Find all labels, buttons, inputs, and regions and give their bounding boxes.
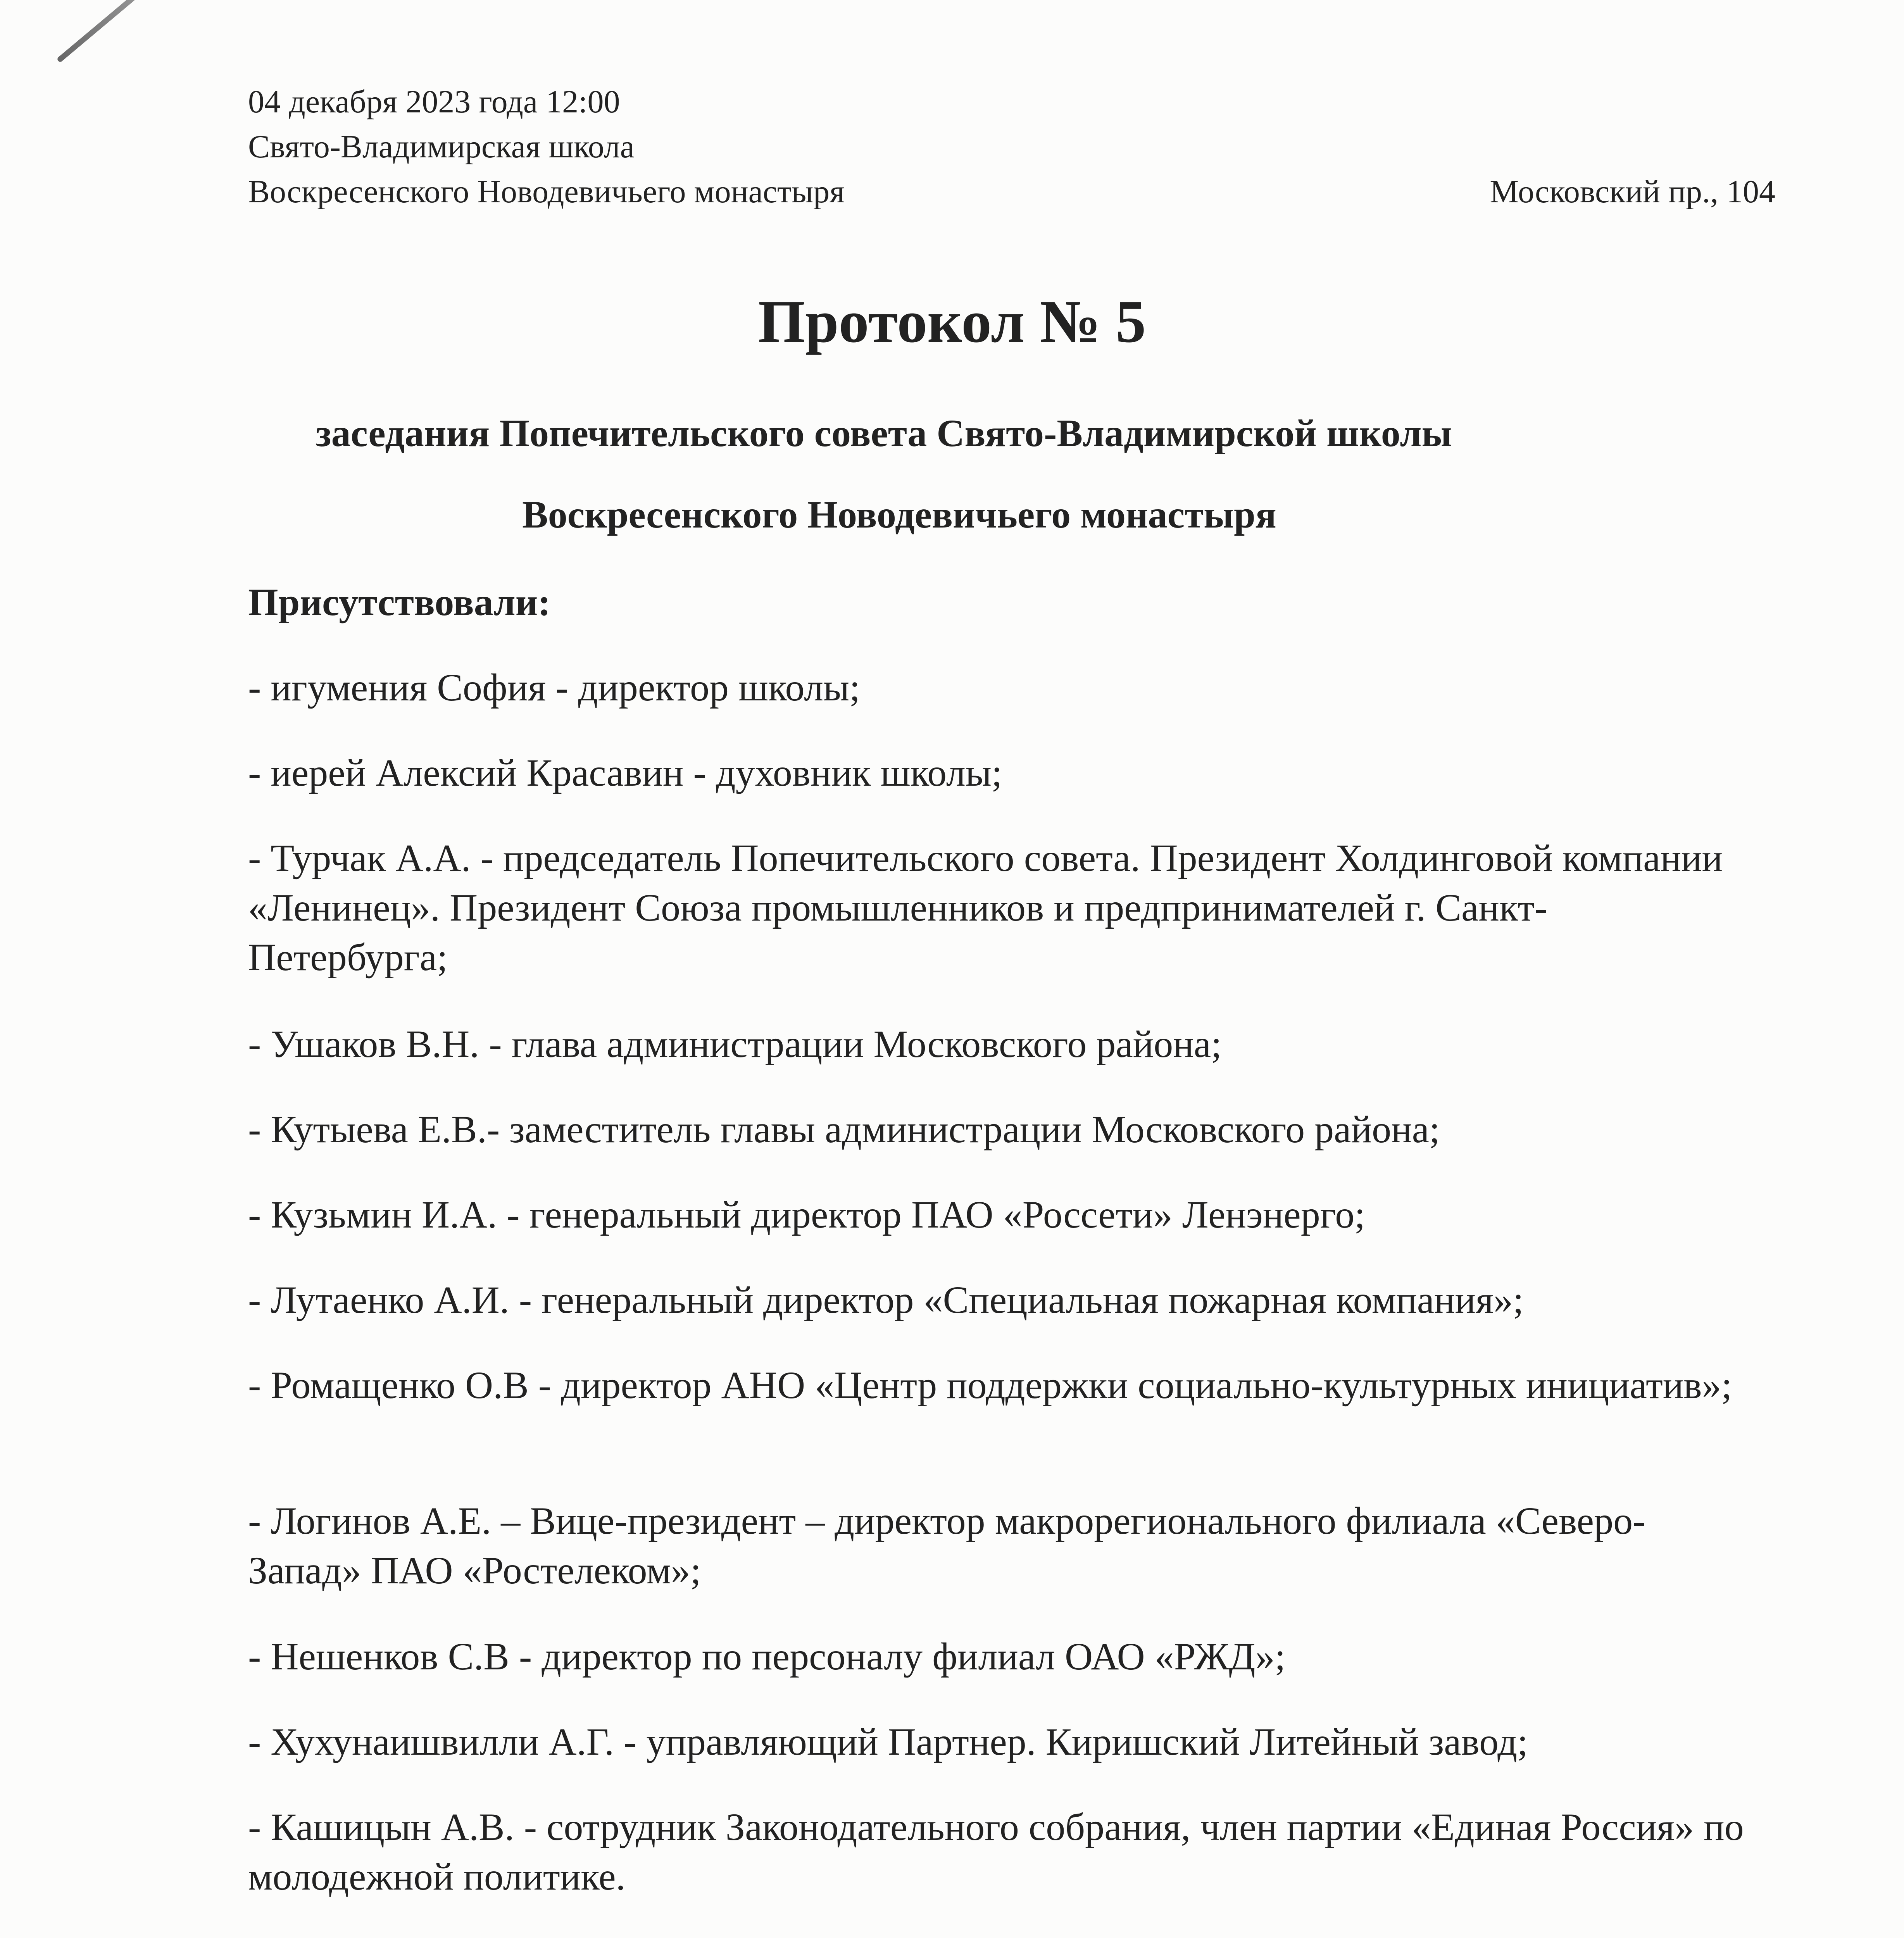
attendee-item: - Ушаков В.Н. - глава администрации Московского района; (248, 1022, 1222, 1066)
attendee-item: - Нешенков С.В - директор по персоналу филиал ОАО «РЖД»; (248, 1635, 1286, 1678)
document-title: Протокол № 5 (758, 288, 1146, 355)
meeting-date-time: 04 декабря 2023 года 12:00 (248, 84, 620, 120)
attendees-heading: Присутствовали: (248, 581, 551, 624)
attendee-item: - Турчак А.А. - председатель Попечительского совета. Президент Холдинговой компании «Ленинец». Президент Союза промышленников и предпринимателей г. Санкт-Петербурга; (248, 836, 1723, 979)
organization-line-1: Свято-Владимирская школа (248, 129, 635, 165)
attendee-item: - иерей Алексий Красавин - духовник школы; (248, 751, 1002, 794)
attendee-item: - Хухунаишвилли А.Г. - управляющий Партнер. Киришский Литейный завод; (248, 1720, 1528, 1763)
document-subtitle-line-2: Воскресенского Новодевичьего монастыря (522, 493, 1276, 536)
attendee-item: - Кашицын А.В. - сотрудник Законодательного собрания, член партии «Единая Россия» по молодежной политике. (248, 1805, 1744, 1898)
document-subtitle-line-1: заседания Попечительского совета Свято-Владимирской школы (316, 412, 1452, 455)
attendee-item: - Логинов А.Е. – Вице-президент – директор макрорегионального филиала «Северо-Запад» ПАО «Ростелеком»; (248, 1499, 1646, 1592)
attendee-item: - Лутаенко А.И. - генеральный директор «Специальная пожарная компания»; (248, 1278, 1524, 1321)
attendee-item: - Кутыева Е.В.- заместитель главы администрации Московского района; (248, 1108, 1440, 1151)
attendee-item: - игумения София - директор школы; (248, 666, 861, 709)
address: Московский пр., 104 (1490, 174, 1775, 210)
attendee-item: - Ромащенко О.В - директор АНО «Центр поддержки социально-культурных инициатив»; (248, 1364, 1732, 1407)
attendee-item: - Кузьмин И.А. - генеральный директор ПАО «Россети» Ленэнерго; (248, 1193, 1366, 1236)
scan-pen-mark (57, 0, 146, 63)
organization-line-2: Воскресенского Новодевичьего монастыря (248, 174, 845, 210)
document-header (248, 79, 1775, 214)
